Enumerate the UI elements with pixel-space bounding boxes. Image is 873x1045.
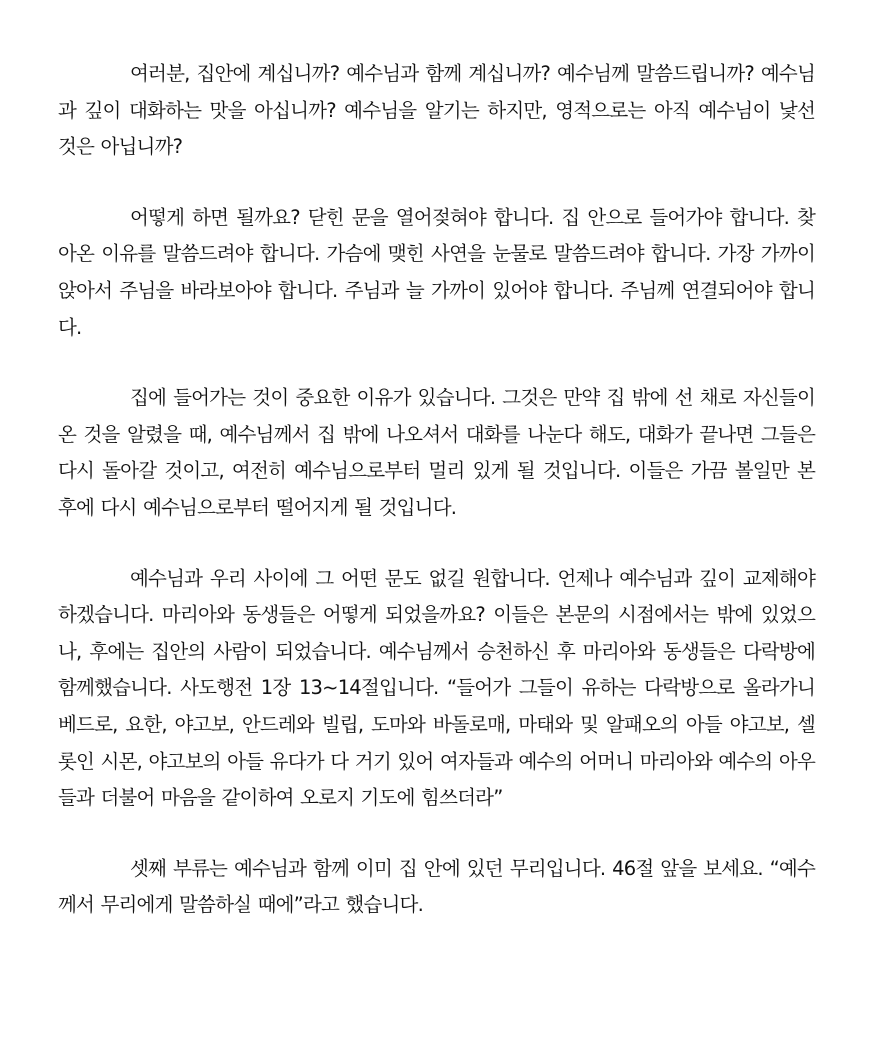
paragraph-1: 여러분, 집안에 계십니까? 예수님과 함께 계십니까? 예수님께 말씀드립니까? 예수님과 깊이 대화하는 맛을 아십니까? 예수님을 알기는 하지만, 영적으로는 아직 예수님이 낯선 것은 아닙니까?	[58, 62, 815, 159]
document-body	[58, 56, 815, 958]
paragraph-4: 예수님과 우리 사이에 그 어떤 문도 없길 원합니다. 언제나 예수님과 깊이 교제해야 하겠습니다. 마리아와 동생들은 어떻게 되었을까요? 이들은 본문의 시점에서는 밖에 있었으나, 후에는 집안의 사람이 되었습니다. 예수님께서 승천하신 후 마리아와 동생들은 다락방에 함께했습니다. 사도행전 1장 13~14절입니다. “들어가 그들이 유하는 다락방으로 올라가니 베드로, 요한, 야고보, 안드레와 빌립, 도마와 바돌로매, 마태와 및 알패오의 아들 야고보, 셀롯인 시몬, 야고보의 아들 유다가 다 거기 있어 여자들과 예수의 어머니 마리아와 예수의 아우들과 더불어 마음을 같이하여 오로지 기도에 힘쓰더라”	[58, 566, 815, 810]
paragraph-5: 셋째 부류는 예수님과 함께 이미 집 안에 있던 무리입니다. 46절 앞을 보세요. “예수께서 무리에게 말씀하실 때에”라고 했습니다.	[58, 856, 815, 917]
paragraph-2: 어떻게 하면 될까요? 닫힌 문을 열어젖혀야 합니다. 집 안으로 들어가야 합니다. 찾아온 이유를 말씀드려야 합니다. 가슴에 맺힌 사연을 눈물로 말씀드려야 합니다. 가장 가까이 앉아서 주님을 바라보아야 합니다. 주님과 늘 가까이 있어야 합니다. 주님께 연결되어야 합니다.	[58, 205, 815, 339]
paragraph-3: 집에 들어가는 것이 중요한 이유가 있습니다. 그것은 만약 집 밖에 선 채로 자신들이 온 것을 알렸을 때, 예수님께서 집 밖에 나오셔서 대화를 나눈다 해도, 대화가 끝나면 그들은 다시 돌아갈 것이고, 여전히 예수님으로부터 멀리 있게 될 것입니다. 이들은 가끔 볼일만 본 후에 다시 예수님으로부터 떨어지게 될 것입니다.	[58, 386, 815, 519]
